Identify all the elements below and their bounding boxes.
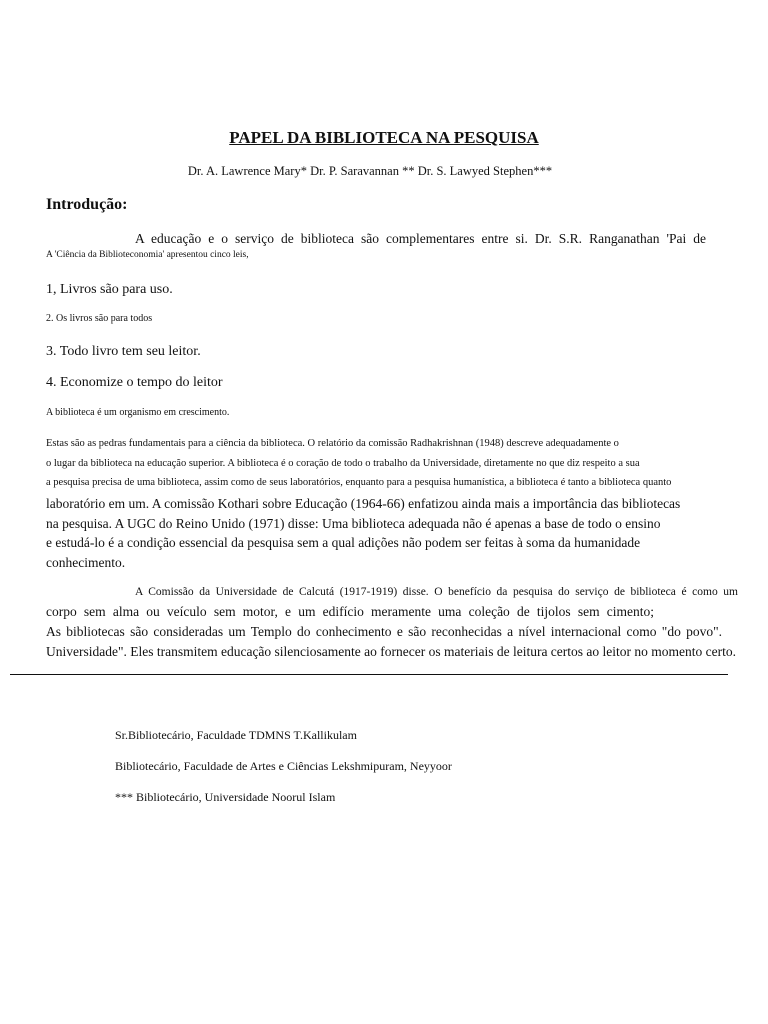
- intro-line-2: A 'Ciência da Biblioteconomia' apresentou cinco leis,: [46, 250, 249, 260]
- paragraph2-line-1: Estas são as pedras fundamentais para a ciência da biblioteca. O relatório da comissão Radhakrishnan (1948) descreve adequadamente o: [46, 438, 619, 449]
- section-heading: Introdução:: [46, 196, 128, 213]
- intro-line-1: A educação e o serviço de biblioteca são complementares entre si. Dr. S.R. Ranganathan 'Pai de: [135, 231, 706, 246]
- law-item-1: 1, Livros são para uso.: [46, 282, 173, 297]
- paragraph2-line-7: conhecimento.: [46, 555, 126, 570]
- paragraph2-line-6: e estudá-lo é a condição essencial da pesquisa sem a qual adições não podem ser feitas à soma da humanidade: [46, 535, 641, 550]
- author-line: Dr. A. Lawrence Mary* Dr. P. Saravannan ** Dr. S. Lawyed Stephen***: [187, 164, 553, 178]
- footnote-1: Sr.Bibliotecário, Faculdade TDMNS T.Kallikulam: [115, 728, 357, 742]
- paragraph2-line-3: a pesquisa precisa de uma biblioteca, assim como de seus laboratórios, enquanto para a pesquisa humanística, a biblioteca é tanto a biblioteca quanto: [46, 477, 672, 488]
- law-item-2: 2. Os livros são para todos: [46, 313, 153, 324]
- paragraph3-line-4: Universidade". Eles transmitem educação silenciosamente ao fornecer os materiais de leitura certos ao leitor no momento certo.: [46, 644, 736, 659]
- paragraph2-line-2: o lugar da biblioteca na educação superior. A biblioteca é o coração de todo o trabalho da Universidade, diretamente no que diz respeito a sua: [46, 458, 640, 469]
- paragraph2-line-5: na pesquisa. A UGC do Reino Unido (1971) disse: Uma biblioteca adequada não é apenas a base de todo o ensino: [46, 516, 661, 531]
- paragraph3-line-1: A Comissão da Universidade de Calcutá (1917-1919) disse. O benefício da pesquisa do serviço de biblioteca é como um: [135, 586, 738, 598]
- law-item-3: 3. Todo livro tem seu leitor.: [46, 344, 201, 359]
- paragraph3-line-2: corpo sem alma ou veículo sem motor, e um edifício meramente uma coleção de tijolos sem cimento;: [46, 604, 654, 619]
- law-item-4: 4. Economize o tempo do leitor: [46, 375, 223, 390]
- law-item-5: A biblioteca é um organismo em crescimento.: [46, 407, 230, 418]
- footnote-divider: [10, 674, 728, 675]
- footnote-2: Bibliotecário, Faculdade de Artes e Ciências Lekshmipuram, Neyyoor: [115, 759, 452, 773]
- document-title: PAPEL DA BIBLIOTECA NA PESQUISA: [229, 128, 539, 147]
- paragraph3-line-3: As bibliotecas são consideradas um Templo do conhecimento e são reconhecidas a nível internacional como "do povo".: [46, 624, 722, 639]
- paragraph2-line-4: laboratório em um. A comissão Kothari sobre Educação (1964-66) enfatizou ainda mais a importância das bibliotecas: [46, 496, 681, 511]
- footnote-3: *** Bibliotecário, Universidade Noorul Islam: [115, 790, 336, 804]
